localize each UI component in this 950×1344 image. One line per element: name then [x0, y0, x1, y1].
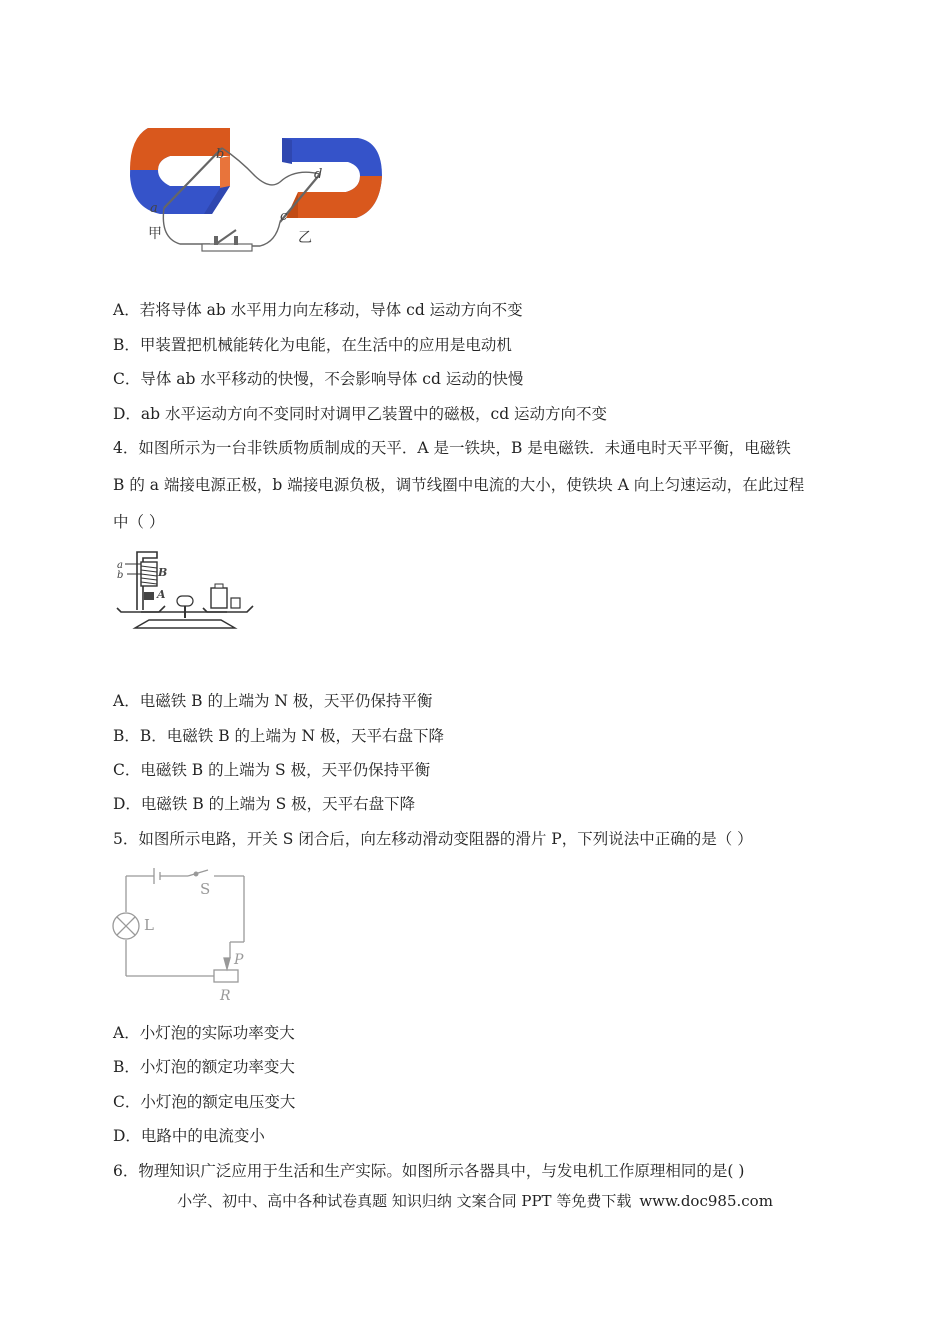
label-yi: 乙: [298, 230, 312, 246]
q3-option-a: A．若将导体 ab 水平用力向左移动，导体 cd 运动方向不变: [113, 301, 523, 319]
q3-option-d: D．ab 水平运动方向不变同时对调甲乙装置中的磁极，cd 运动方向不变: [113, 405, 608, 423]
label-L: L: [144, 916, 154, 934]
footer-text: 小学、初中、高中各种试卷真题 知识归纳 文案合同 PPT 等免费下载: [177, 1192, 632, 1210]
q4-option-b: B．B．电磁铁 B 的上端为 N 极，天平右盘下降: [113, 727, 444, 745]
q4-stem-line-3: 中（ ）: [113, 513, 165, 531]
page-footer: [0, 1190, 950, 1212]
q5-option-b: B．小灯泡的额定功率变大: [113, 1058, 295, 1076]
label-P: P: [234, 952, 244, 968]
label-jia: 甲: [148, 226, 162, 242]
footer-url[interactable]: www.doc985.com: [639, 1192, 773, 1210]
label-B: B: [158, 566, 168, 579]
q4-stem-line-2: B 的 a 端接电源正极，b 端接电源负极，调节线圈中电流的大小，使铁块 A 向上匀速运动，在此过程: [113, 476, 805, 494]
balance-figure: [113, 548, 258, 636]
q4-option-c: C．电磁铁 B 的上端为 S 极，天平仍保持平衡: [113, 761, 431, 779]
left-magnet: [130, 128, 230, 214]
label-d: d: [314, 167, 323, 182]
q5-stem: 5．如图所示电路，开关 S 闭合后，向左移动滑动变阻器的滑片 P，下列说法中正确的是（ ）: [113, 830, 753, 848]
label-b: b: [216, 147, 225, 162]
q3-option-c: C．导体 ab 水平移动的快慢，不会影响导体 cd 运动的快慢: [113, 370, 524, 388]
q5-option-a: A．小灯泡的实际功率变大: [113, 1024, 295, 1042]
label-a: a: [117, 560, 123, 571]
q3-option-b: B．甲装置把机械能转化为电能，在生活中的应用是电动机: [113, 336, 512, 354]
label-a: a: [150, 201, 158, 216]
label-c: c: [280, 209, 288, 224]
q6-stem: 6．物理知识广泛应用于生活和生产实际。如图所示各器具中，与发电机工作原理相同的是( ): [113, 1162, 745, 1180]
magnets-figure: [120, 118, 390, 258]
circuit-figure: [110, 866, 250, 1002]
q4-stem-line-1: 4．如图所示为一台非铁质物质制成的天平．A 是一铁块，B 是电磁铁．未通电时天平平衡，电磁铁: [113, 439, 791, 457]
q4-option-a: A．电磁铁 B 的上端为 N 极，天平仍保持平衡: [113, 692, 433, 710]
label-R: R: [220, 988, 231, 1002]
q5-option-d: D．电路中的电流变小: [113, 1127, 265, 1145]
right-magnet: [282, 138, 382, 218]
q5-option-c: C．小灯泡的额定电压变大: [113, 1093, 296, 1111]
label-b: b: [117, 570, 124, 581]
q4-option-d: D．电磁铁 B 的上端为 S 极，天平右盘下降: [113, 795, 416, 813]
label-A: A: [157, 588, 166, 601]
label-S: S: [200, 880, 211, 898]
